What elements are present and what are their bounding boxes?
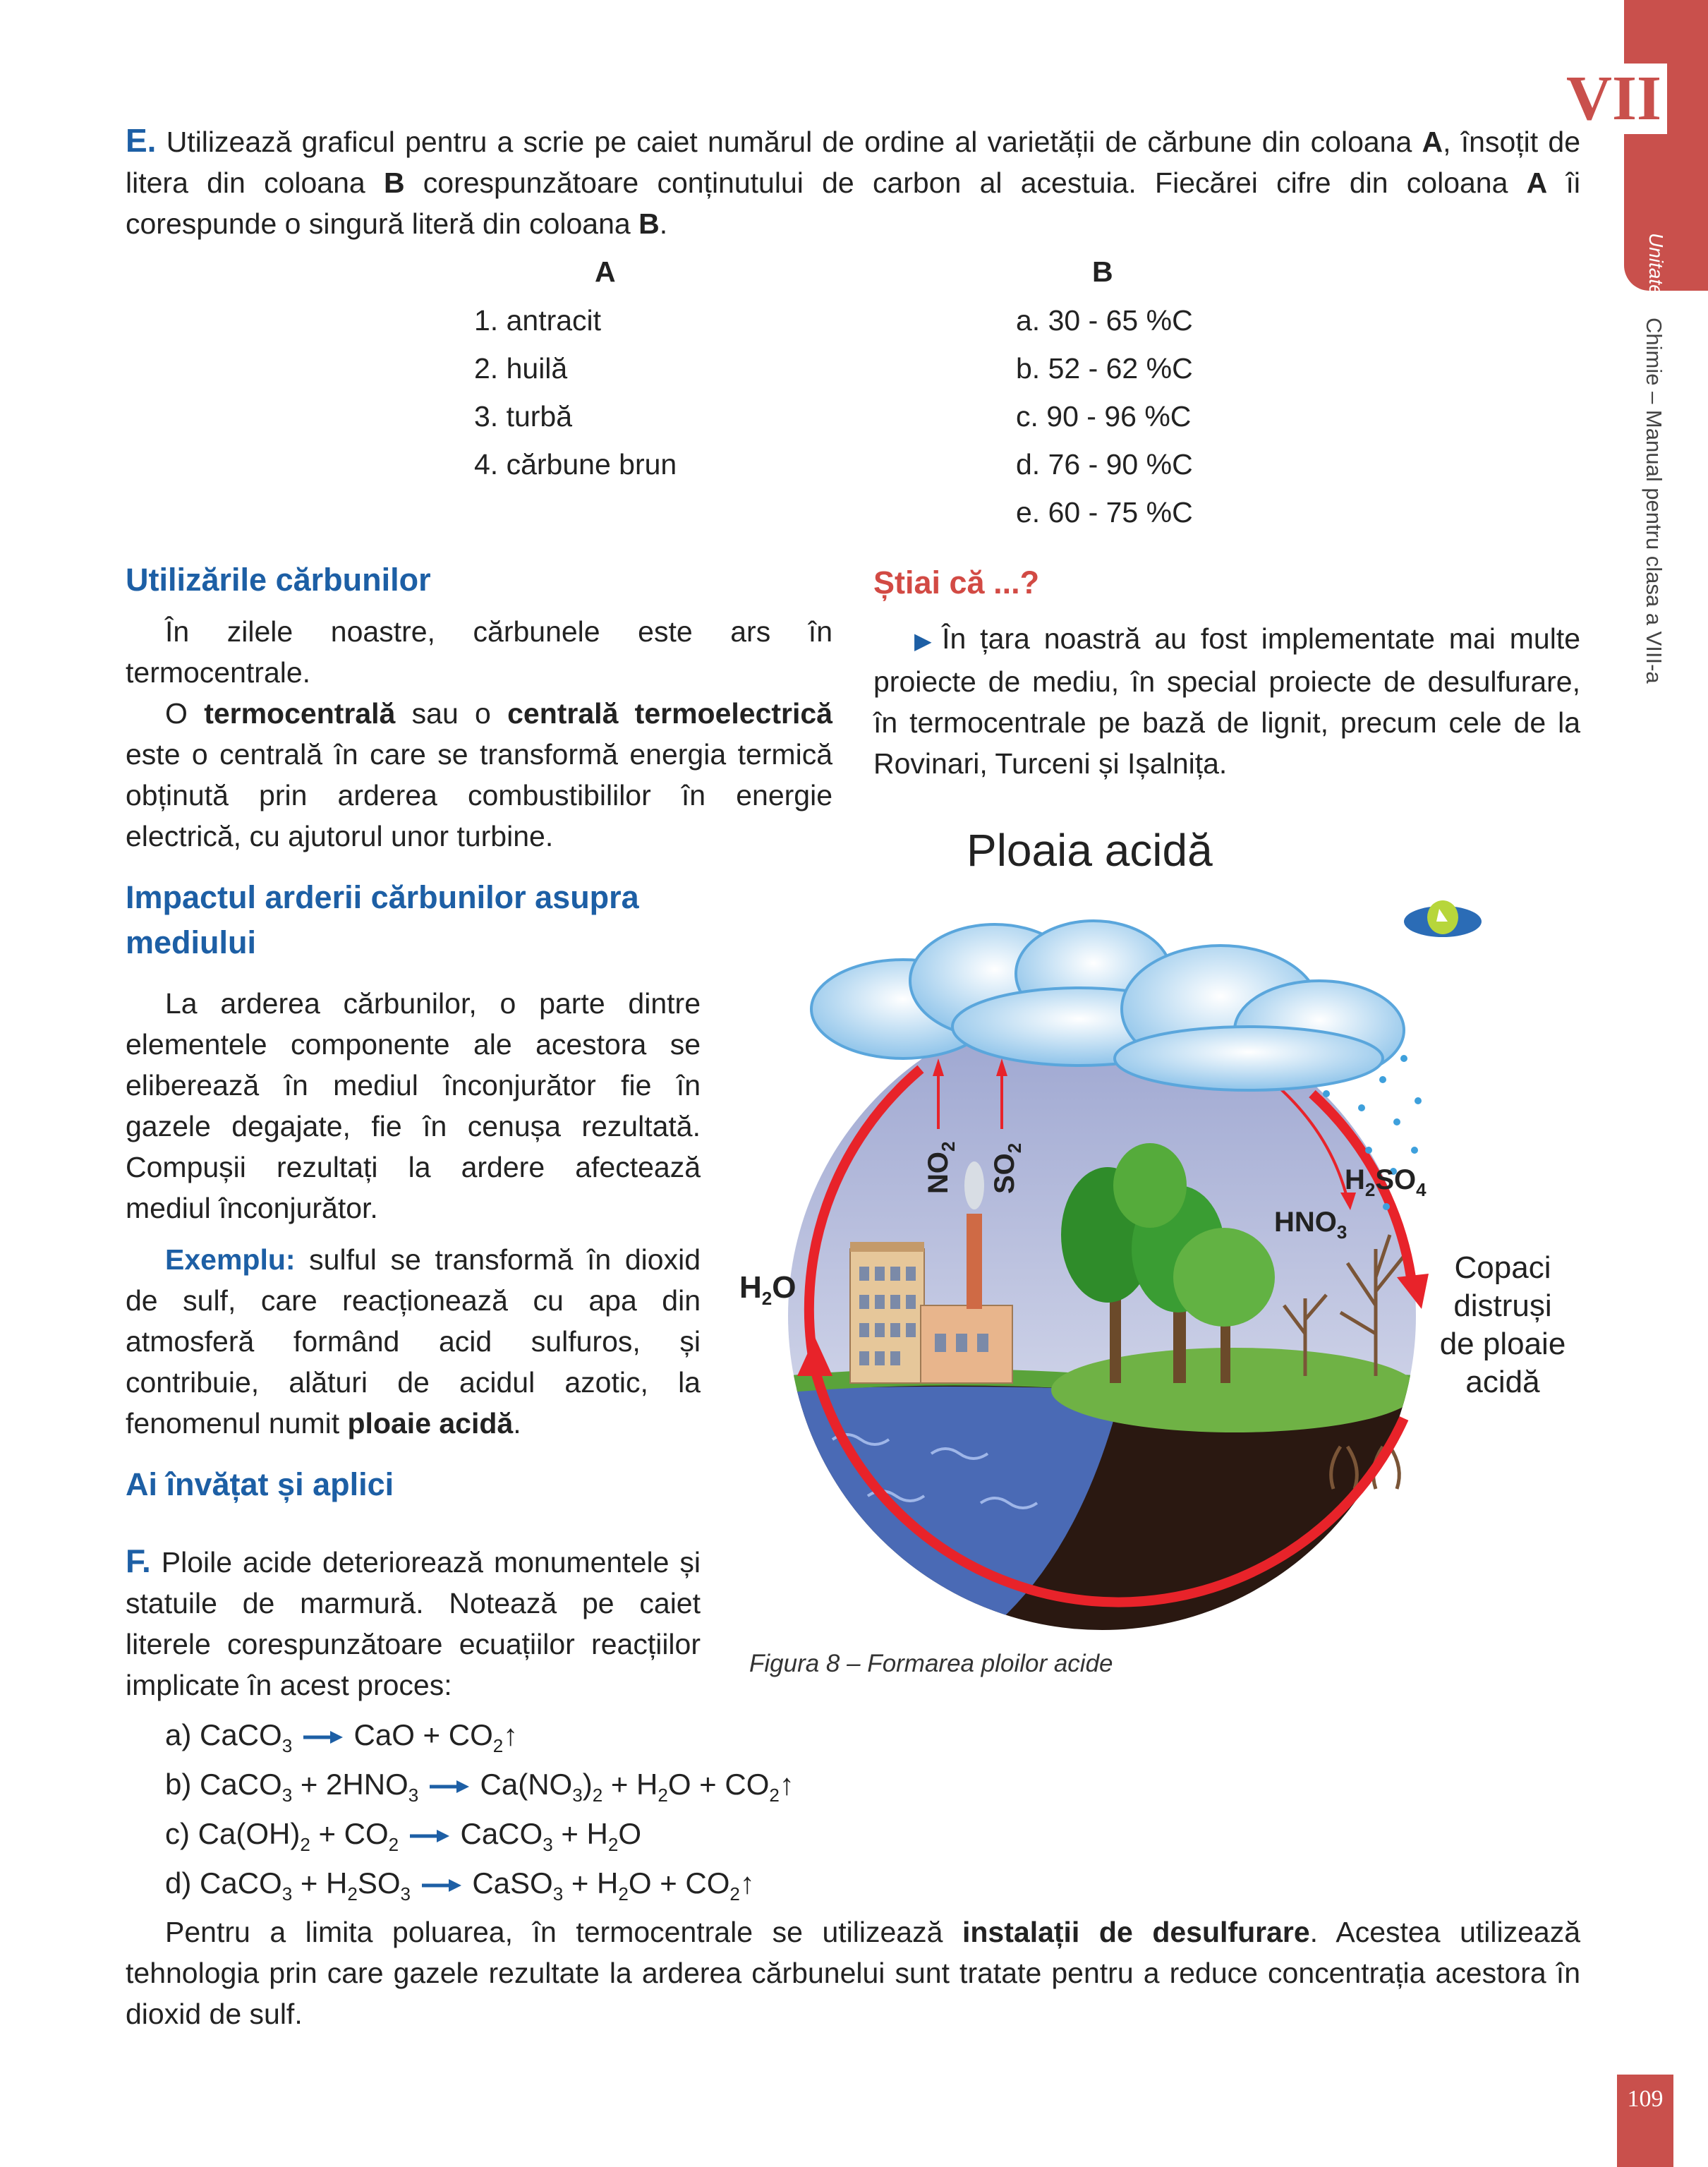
impact-heading: Impactul arderii cărbunilor asupra mediului <box>126 879 639 960</box>
list-item: a. 30 - 65 %C <box>1016 304 1193 337</box>
digital-resource-icon <box>1404 900 1482 937</box>
list-item: b. 52 - 62 %C <box>1016 352 1193 385</box>
impact-p1: La arderea cărbunilor, o parte dintre elementele componente ale acestora se eliberează în mediul înconjurător fie în gazele degajate, fie în cenușa rezultată. Compușii rezultați la ardere afectează mediul înconjurător. <box>126 987 701 1224</box>
clouds-icon <box>811 921 1404 1090</box>
exercise-f-text: F. Ploile acide deteriorează monumentele și statuile de marmură. Notează pe caiet literele corespunzătoare ecuațiilor reacțiilor implicate în acest proces: <box>126 1543 701 1701</box>
list-item: 3. turbă <box>474 400 573 433</box>
water-label: $H_2O$ <box>739 1270 797 1309</box>
stiai-text: ▶ În țara noastră au fost implementate mai multe proiecte de mediu, în special proiecte de desulfurare, în termocentrale pe bază de lignit, precum cele de la Rovinari, Turceni și Ișalnița. <box>873 622 1581 780</box>
hno3-label: $HNO_3$ <box>1274 1207 1347 1243</box>
play-triangle-icon: ▶ <box>914 628 938 653</box>
list-item: d. 76 - 90 %C <box>1016 448 1193 481</box>
equation-d: d) CaCO$_3$ + $H_2SO_3$ CaSO$_3$ + $H_2O$ + $CO_2↑$ <box>165 1866 755 1905</box>
utilizari-heading: Utilizările cărbunilor <box>126 562 431 598</box>
closing-paragraph: Pentru a limita poluarea, în termocentrale se utilizează instalații de desulfurare. Acestea utilizează tehnologia prin care gazele rezultate la arderea cărbunelui sunt tratate pentru a reduce concentrația acestora în dioxid de sulf. <box>126 1916 1581 2030</box>
unit-label: Unitatea <box>1645 233 1667 307</box>
equation-a: a) CaCO$_3$ CaO + $CO_2↑$ <box>165 1718 519 1756</box>
column-b-list <box>1016 296 1193 536</box>
figure-caption: Figura 8 – Formarea ploilor acide <box>749 1650 1113 1677</box>
page-number: 109 <box>1627 2086 1664 2112</box>
so2-label: $SO_2$ <box>989 1142 1025 1194</box>
impact-example: Exemplu: sulful se transformă în dioxid de sulf, care reacționează cu apa din atmosferă formând acid sulfuros, și contribuie, alături de acidul azotic, la fenomenul numit ploaie acidă. <box>126 1243 701 1439</box>
destroyed-trees-label: Copaci distruși de ploaie acidă <box>1439 1250 1566 1399</box>
aplici-heading: Ai învățat și aplici <box>126 1466 394 1502</box>
column-b-header: B <box>1092 255 1113 288</box>
exercise-e-text: E. Utilizează graficul pentru a scrie pe caiet numărul de ordine al varietății de cărbune din coloana A, însoțit de litera din coloana B corespunzătoare conținutului de carbon al acestuia. Fiecărei cifre din coloana A îi corespunde o singură literă din coloana B. <box>126 122 1581 240</box>
equation-b: b) CaCO$_3$ + $2HNO_3$ $Ca(NO_3)_2 + H_2O$ + $CO_2↑$ <box>165 1768 794 1806</box>
column-a-header: A <box>595 255 616 288</box>
book-title: Chimie – Manual pentru clasa a VIII-a <box>1642 318 1666 684</box>
no2-label: $NO_2$ <box>923 1141 959 1194</box>
reaction-arrow-icon <box>303 1730 343 1744</box>
list-item: e. 60 - 75 %C <box>1016 496 1193 529</box>
unit-number: VII <box>1561 64 1667 134</box>
list-item: 2. huilă <box>474 352 568 385</box>
exercise-f-letter: F. <box>126 1543 151 1579</box>
reaction-arrow-icon <box>410 1829 449 1843</box>
figure-title: Ploaia acidă <box>967 825 1213 876</box>
exercise-e-letter: E. <box>126 122 157 159</box>
stiai-heading: Știai că ...? <box>873 565 1040 600</box>
reaction-arrow-icon <box>422 1878 461 1893</box>
column-a-list <box>474 296 677 488</box>
equation-list <box>165 1710 794 1908</box>
equation-c: c) $Ca(OH)_2 + CO_2$ CaCO$_3$ + $H_2O$ <box>165 1817 641 1855</box>
utilizari-p2: O termocentrală sau o centrală termoelectrică este o centrală în care se transformă energia termică obținută prin arderea combustibililor în energie electrică, cu ajutorul unor turbine. <box>126 697 832 852</box>
list-item: c. 90 - 96 %C <box>1016 400 1192 433</box>
utilizari-p1: În zilele noastre, cărbunele este ars în termocentrale. <box>126 615 832 689</box>
h2so4-label: $H_2SO_4$ <box>1345 1164 1427 1200</box>
list-item: 4. cărbune brun <box>474 448 677 481</box>
list-item: 1. antracit <box>474 304 602 337</box>
reaction-arrow-icon <box>430 1780 469 1794</box>
